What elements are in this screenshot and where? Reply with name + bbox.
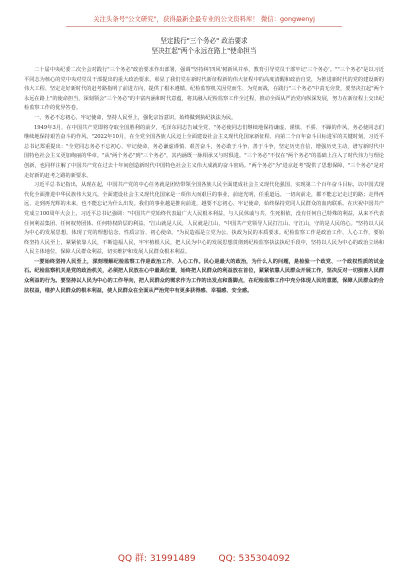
body-paragraph: 二十届中央纪委二次全会对践行"三个务必"政治要求作出部署，强调"坚持纠'四风'树新风并举，教育引导党员干部牢记'三个务必'。""三个务必"是以习近平同志为核心的党中央对党员干部提出的重大政治要求，彰显了我们党在新时代新征程新的伟大征程中的高度清醒和政治自觉，为推进新时代的党的建设新的伟大工程、坚定走好新时代的赶考路指明了前进方向，提供了根本遵循。纪检监察机关因党而生、为党而战，在践行"三个务必"中责无旁贷，要坚决扛起"两个永远在路上"的使命担当，深刻领会"三个务必"的丰富内涵和时代意蕴，将其融入纪检监察工作全过程，推动全面从严治党向纵深发展，努力在新征程上交出纪检监察工作的优异答卷。 [24, 67, 384, 112]
contact-footer [0, 552, 408, 566]
qq-group-text: QQ 群: 31991489 [117, 554, 196, 564]
promo-banner: 关注头条号"公文研究"，获得最新全最专业的公文资料库！ 微信：gongwenyj [66, 12, 342, 27]
body-paragraph: 一要始终坚持人民至上，深刻理解纪检监察工作是政治工作、人心工作。民心是最大的政治，为什么人的问题，是检验一个政党、一个政权性质的试金石。纪检监察机关是党的政治机关，必须把人民放在心中最高位置，始终把人民群众的利益放在首位，紧紧依靠人民群众开展工作，坚决反对一切损害人民群众利益的行为。要坚持以人民为中心的工作导向，把人民群众的需求作为工作的出发点和落脚点，在纪检监察工作中充分体现人民的意愿，保障人民群众的合法权益，维护人民群众的根本利益，使人民群众在全面从严治党中有更多获得感、幸福感、安全感。 [24, 258, 384, 294]
paragraph-list [24, 66, 384, 296]
body-paragraph: 1949年3月，在中国共产党即将夺取全国胜利的前夕，毛泽东同志告诫全党，"务必使同志们继续地保持谦虚、谨慎、不骄、不躁的作风，务必使同志们继续地保持艰苦奋斗的作风。"2022年10月，在全党全国各族人民迈上全面建设社会主义现代化国家新征程、向第二个百年奋斗目标进军的关键时刻，习近平总书记郑重提出："全党同志务必不忘初心、牢记使命，务必谦虚谨慎、艰苦奋斗，务必敢于斗争、善于斗争，坚定历史自信，增强历史主动，谱写新时代中国特色社会主义更加绚丽的华章。"从"两个务必"到"三个务必"，其内涵既一脉相承又与时俱进。"三个务必"不仅在"两个务必"的基础上注入了时代伟力与理论创新，也同样注解了中国共产党在过去十年间创造新时代中国特色社会主义伟大成就的奋斗密码。"两个务必"为"进京赶考"提供了思想保障，"三个务必"是对走好新的赶考之路的新要求。 [24, 124, 384, 179]
body-paragraph: 习近平总书记指出，从现在起，中国共产党的中心任务就是团结带领全国各族人民全面建成社会主义现代化强国、实现第二个百年奋斗目标，以中国式现代化全面推进中华民族伟大复兴。全面建设社会主义现代化国家是一项伟大而艰巨的事业，前途光明，任重道远。一切向前走，都不能忘记走过的路；走得再远、走到再光辉的未来，也不能忘记为什么出发。我们的事业越是推向前进，越要不忘初心、牢记使命，始终保持党同人民群众的血肉联系。在庆祝中国共产党成立100周年大会上，习近平总书记强调："中国共产党始终代表最广大人民根本利益，与人民休戚与共、生死相依，没有任何自己特殊的利益，从来不代表任何利益集团、任何权势团体、任何特权阶层的利益。"江山就是人民，人民就是江山，"中国共产党领导人民打江山、守江山，守的是人民的心。"坚持以人民为中心的发展思想，体现了党的理想信念、性质宗旨、初心使命。"为民造福是立党为公、执政为民的本质要求。纪检监察工作是政治工作、人心工作，要始终坚持人民至上，紧紧依靠人民，不断造福人民，牢牢植根人民，把人民为中心的发展思想贯彻到纪检监察执法执纪手段中，坚持以人民为中心的政治立场和人民主体地位，保障人民群众利益，切实维护和发展人民群众根本利益。 [24, 182, 384, 256]
section-heading: 一、务必不忘初心、牢记使命，坚持人民至上，强化宗旨意识，始终做到执纪执法为民。 [34, 114, 237, 121]
qq-text: QQ: 535304092 [218, 554, 291, 564]
document-title: 坚定践行"三个务必" 政治要求 [160, 37, 248, 45]
document-subtitle: 坚决扛起"两个永远在路上"使命担当 [151, 47, 257, 55]
document-body [24, 36, 384, 296]
